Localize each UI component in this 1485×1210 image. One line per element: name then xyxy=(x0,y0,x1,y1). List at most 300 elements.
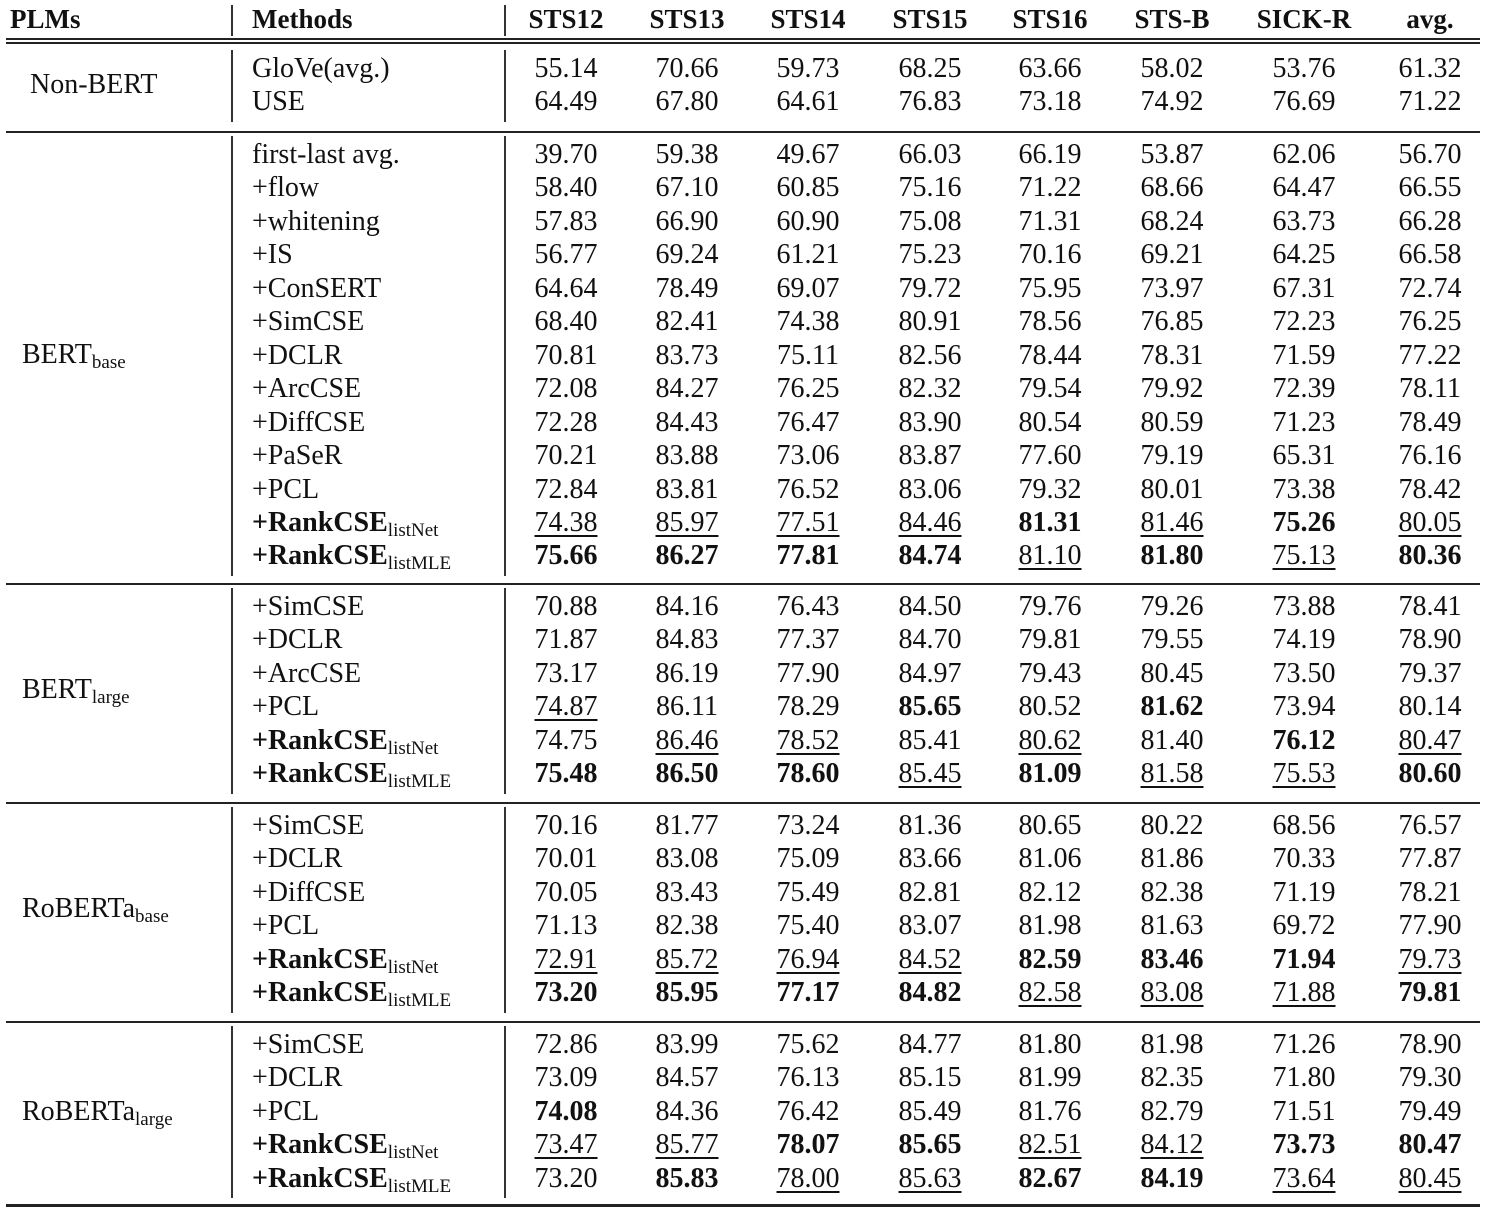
method-name: +DCLR xyxy=(252,624,343,656)
score-cell: 72.91 xyxy=(534,943,598,975)
header-sts13: STS13 xyxy=(649,4,725,34)
score-cell: 83.08 xyxy=(655,843,719,875)
score-cell: 64.64 xyxy=(534,272,598,304)
score-cell: 85.15 xyxy=(898,1062,962,1094)
plm-label xyxy=(22,338,126,380)
score-cell: 76.13 xyxy=(776,1062,840,1094)
score-cell: 84.82 xyxy=(898,977,962,1009)
score-cell: 84.43 xyxy=(655,406,719,438)
score-cell: 67.80 xyxy=(655,86,719,118)
score-cell: 77.81 xyxy=(776,540,840,572)
score-cell: 63.66 xyxy=(1018,53,1082,84)
header-sts14: STS14 xyxy=(770,4,846,34)
score-cell: 79.92 xyxy=(1140,373,1204,405)
score-cell: 77.22 xyxy=(1398,339,1462,371)
vertical-rule xyxy=(231,1026,233,1198)
score-cell: 72.39 xyxy=(1272,373,1336,405)
header-avg-: avg. xyxy=(1406,4,1454,34)
score-cell: 80.47 xyxy=(1398,724,1462,756)
score-cell: 86.46 xyxy=(655,724,719,756)
score-cell: 70.66 xyxy=(655,53,719,84)
plm-name: RoBERTa xyxy=(22,1095,136,1127)
score-cell: 81.31 xyxy=(1018,506,1082,538)
score-cell: 64.49 xyxy=(534,86,598,118)
score-cell: 79.30 xyxy=(1398,1062,1462,1094)
score-cell: 59.73 xyxy=(776,53,840,84)
method-label xyxy=(252,539,451,573)
header-sick-r: SICK-R xyxy=(1256,4,1352,34)
vertical-rule xyxy=(504,50,506,122)
score-cell: 60.90 xyxy=(776,205,840,237)
method-label xyxy=(252,1162,451,1196)
score-cell: 85.49 xyxy=(898,1095,962,1127)
score-cell: 71.22 xyxy=(1018,172,1082,204)
score-cell: 86.50 xyxy=(655,758,719,790)
score-cell: 78.00 xyxy=(776,1162,840,1194)
score-cell: 75.53 xyxy=(1272,758,1336,790)
score-cell: 81.40 xyxy=(1140,724,1204,756)
score-cell: 64.25 xyxy=(1272,239,1336,271)
score-cell: 71.31 xyxy=(1018,205,1082,237)
method-subscript: listNet xyxy=(387,519,439,541)
score-cell: 71.23 xyxy=(1272,406,1336,438)
method-label xyxy=(252,272,381,306)
method-name: +IS xyxy=(252,239,293,271)
method-name: +RankCSE xyxy=(252,977,388,1009)
score-cell: 49.67 xyxy=(776,139,840,170)
score-cell: 77.60 xyxy=(1018,440,1082,472)
score-cell: 72.86 xyxy=(534,1029,598,1060)
score-cell: 75.48 xyxy=(534,758,598,790)
score-cell: 80.65 xyxy=(1018,810,1082,841)
score-cell: 68.40 xyxy=(534,306,598,338)
score-cell: 82.35 xyxy=(1140,1062,1204,1094)
score-cell: 77.37 xyxy=(776,624,840,656)
method-name: +DCLR xyxy=(252,1062,343,1094)
score-cell: 67.31 xyxy=(1272,272,1336,304)
plm-label xyxy=(22,673,130,715)
score-cell: 76.85 xyxy=(1140,306,1204,338)
method-name: +flow xyxy=(252,172,320,204)
header-sts16: STS16 xyxy=(1012,4,1088,34)
method-label xyxy=(252,876,365,910)
score-cell: 84.46 xyxy=(898,506,962,538)
score-cell: 78.60 xyxy=(776,758,840,790)
score-cell: 61.21 xyxy=(776,239,840,271)
score-cell: 79.72 xyxy=(898,272,962,304)
score-cell: 79.54 xyxy=(1018,373,1082,405)
score-cell: 84.16 xyxy=(655,591,719,622)
score-cell: 76.12 xyxy=(1272,724,1336,756)
score-cell: 80.91 xyxy=(898,306,962,338)
score-cell: 79.81 xyxy=(1398,977,1462,1009)
score-cell: 76.69 xyxy=(1272,86,1336,118)
score-cell: 86.27 xyxy=(655,540,719,572)
score-cell: 84.57 xyxy=(655,1062,719,1094)
method-name: +ArcCSE xyxy=(252,657,362,689)
score-cell: 80.62 xyxy=(1018,724,1082,756)
method-label xyxy=(252,757,451,791)
score-cell: 82.59 xyxy=(1018,943,1082,975)
score-cell: 80.52 xyxy=(1018,691,1082,723)
score-cell: 71.87 xyxy=(534,624,598,656)
score-cell: 75.11 xyxy=(777,339,839,371)
score-cell: 73.97 xyxy=(1140,272,1204,304)
score-cell: 84.50 xyxy=(898,591,962,622)
plm-subscript: base xyxy=(91,352,126,374)
score-cell: 53.87 xyxy=(1140,139,1204,170)
header-plms: PLMs xyxy=(10,4,81,34)
score-cell: 56.77 xyxy=(534,239,598,271)
score-cell: 71.59 xyxy=(1272,339,1336,371)
method-label xyxy=(252,85,305,119)
score-cell: 74.38 xyxy=(534,506,598,538)
method-name: +RankCSE xyxy=(252,540,388,572)
score-cell: 86.19 xyxy=(655,657,719,689)
score-cell: 81.58 xyxy=(1140,758,1204,790)
score-cell: 85.72 xyxy=(655,943,719,975)
method-name: +SimCSE xyxy=(252,591,365,622)
score-cell: 69.24 xyxy=(655,239,719,271)
score-cell: 59.38 xyxy=(655,139,719,170)
score-cell: 78.44 xyxy=(1018,339,1082,371)
method-name: +DCLR xyxy=(252,843,343,875)
score-cell: 69.72 xyxy=(1272,910,1336,942)
vertical-rule xyxy=(231,50,233,122)
score-cell: 69.21 xyxy=(1140,239,1204,271)
method-label xyxy=(252,205,380,239)
score-cell: 72.28 xyxy=(534,406,598,438)
method-label xyxy=(252,657,361,691)
score-cell: 73.17 xyxy=(534,657,598,689)
score-cell: 84.97 xyxy=(898,657,962,689)
score-cell: 65.31 xyxy=(1272,440,1336,472)
method-name: +PCL xyxy=(252,473,320,505)
score-cell: 70.05 xyxy=(534,876,598,908)
score-cell: 79.26 xyxy=(1140,591,1204,622)
horizontal-rule xyxy=(6,38,1480,40)
horizontal-rule xyxy=(6,583,1480,585)
score-cell: 73.88 xyxy=(1272,591,1336,622)
method-label xyxy=(252,842,342,876)
score-cell: 81.10 xyxy=(1018,540,1082,572)
score-cell: 82.12 xyxy=(1018,876,1082,908)
score-cell: 83.73 xyxy=(655,339,719,371)
score-cell: 83.46 xyxy=(1140,943,1204,975)
score-cell: 82.79 xyxy=(1140,1095,1204,1127)
score-cell: 64.47 xyxy=(1272,172,1336,204)
score-cell: 80.05 xyxy=(1398,506,1462,538)
horizontal-rule xyxy=(6,802,1480,804)
method-label xyxy=(252,138,400,172)
score-cell: 70.01 xyxy=(534,843,598,875)
score-cell: 60.85 xyxy=(776,172,840,204)
score-cell: 85.83 xyxy=(655,1162,719,1194)
method-label xyxy=(252,1061,342,1095)
score-cell: 73.50 xyxy=(1272,657,1336,689)
method-label xyxy=(252,976,451,1010)
score-cell: 80.60 xyxy=(1398,758,1462,790)
score-cell: 82.41 xyxy=(655,306,719,338)
method-label xyxy=(252,1128,438,1162)
score-cell: 73.24 xyxy=(776,810,840,841)
score-cell: 85.77 xyxy=(655,1129,719,1161)
score-cell: 80.47 xyxy=(1398,1129,1462,1161)
score-cell: 79.73 xyxy=(1398,943,1462,975)
score-cell: 76.52 xyxy=(776,473,840,505)
score-cell: 75.62 xyxy=(776,1029,840,1060)
score-cell: 71.51 xyxy=(1272,1095,1336,1127)
score-cell: 64.61 xyxy=(776,86,840,118)
vertical-rule xyxy=(504,588,506,794)
method-name: +SimCSE xyxy=(252,306,365,338)
score-cell: 74.38 xyxy=(776,306,840,338)
score-cell: 71.94 xyxy=(1272,943,1336,975)
score-cell: 78.41 xyxy=(1398,591,1462,622)
method-name: +DiffCSE xyxy=(252,876,366,908)
score-cell: 79.81 xyxy=(1018,624,1082,656)
score-cell: 76.47 xyxy=(776,406,840,438)
score-cell: 77.90 xyxy=(1398,910,1462,942)
method-name: +PCL xyxy=(252,691,320,723)
score-cell: 74.19 xyxy=(1272,624,1336,656)
score-cell: 82.32 xyxy=(898,373,962,405)
score-cell: 82.58 xyxy=(1018,977,1082,1009)
score-cell: 68.66 xyxy=(1140,172,1204,204)
plm-subscript: large xyxy=(91,687,130,709)
method-subscript: listNet xyxy=(387,956,439,978)
score-cell: 84.19 xyxy=(1140,1162,1204,1194)
method-name: +PaSeR xyxy=(252,440,343,472)
method-name: +RankCSE xyxy=(252,724,388,756)
horizontal-rule xyxy=(6,42,1480,44)
score-cell: 70.16 xyxy=(534,810,598,841)
score-cell: 70.88 xyxy=(534,591,598,622)
method-name: USE xyxy=(252,86,305,118)
method-label xyxy=(252,809,364,843)
score-cell: 71.88 xyxy=(1272,977,1336,1009)
score-cell: 82.81 xyxy=(898,876,962,908)
score-cell: 70.81 xyxy=(534,339,598,371)
score-cell: 80.59 xyxy=(1140,406,1204,438)
score-cell: 73.64 xyxy=(1272,1162,1336,1194)
vertical-rule xyxy=(504,1026,506,1198)
score-cell: 71.26 xyxy=(1272,1029,1336,1060)
method-name: +ConSERT xyxy=(252,272,382,304)
score-cell: 77.17 xyxy=(776,977,840,1009)
score-cell: 83.90 xyxy=(898,406,962,438)
score-cell: 73.20 xyxy=(534,1162,598,1194)
method-name: +whitening xyxy=(252,205,380,237)
score-cell: 68.24 xyxy=(1140,205,1204,237)
score-cell: 80.14 xyxy=(1398,691,1462,723)
plm-name: BERT xyxy=(22,339,92,371)
score-cell: 78.52 xyxy=(776,724,840,756)
score-cell: 75.16 xyxy=(898,172,962,204)
method-subscript: listNet xyxy=(387,737,439,759)
score-cell: 81.98 xyxy=(1018,910,1082,942)
method-label xyxy=(252,909,319,943)
score-cell: 78.90 xyxy=(1398,1029,1462,1060)
score-cell: 83.87 xyxy=(898,440,962,472)
score-cell: 76.83 xyxy=(898,86,962,118)
method-label xyxy=(252,52,390,86)
header-methods: Methods xyxy=(252,4,353,34)
score-cell: 56.70 xyxy=(1398,139,1462,170)
score-cell: 75.09 xyxy=(776,843,840,875)
horizontal-rule xyxy=(6,1204,1480,1207)
score-cell: 77.90 xyxy=(776,657,840,689)
score-cell: 78.56 xyxy=(1018,306,1082,338)
score-cell: 79.55 xyxy=(1140,624,1204,656)
score-cell: 72.08 xyxy=(534,373,598,405)
score-cell: 83.06 xyxy=(898,473,962,505)
score-cell: 73.94 xyxy=(1272,691,1336,723)
method-label xyxy=(252,590,364,624)
score-cell: 63.73 xyxy=(1272,205,1336,237)
score-cell: 75.13 xyxy=(1272,540,1336,572)
method-name: +RankCSE xyxy=(252,1162,388,1194)
score-cell: 71.13 xyxy=(534,910,598,942)
score-cell: 73.73 xyxy=(1272,1129,1336,1161)
method-name: +RankCSE xyxy=(252,943,388,975)
score-cell: 71.80 xyxy=(1272,1062,1336,1094)
score-cell: 77.51 xyxy=(776,506,840,538)
method-label xyxy=(252,623,342,657)
score-cell: 76.25 xyxy=(776,373,840,405)
score-cell: 75.95 xyxy=(1018,272,1082,304)
method-label xyxy=(252,406,365,440)
score-cell: 81.77 xyxy=(655,810,719,841)
method-label xyxy=(252,339,342,373)
score-cell: 81.63 xyxy=(1140,910,1204,942)
score-cell: 81.62 xyxy=(1140,691,1204,723)
score-cell: 74.75 xyxy=(534,724,598,756)
plm-name: BERT xyxy=(22,674,92,706)
method-name: +SimCSE xyxy=(252,1029,365,1060)
score-cell: 84.12 xyxy=(1140,1129,1204,1161)
score-cell: 76.94 xyxy=(776,943,840,975)
score-cell: 81.76 xyxy=(1018,1095,1082,1127)
score-cell: 66.55 xyxy=(1398,172,1462,204)
score-cell: 84.27 xyxy=(655,373,719,405)
method-name: +RankCSE xyxy=(252,506,388,538)
score-cell: 80.54 xyxy=(1018,406,1082,438)
score-cell: 71.22 xyxy=(1398,86,1462,118)
plm-subscript: base xyxy=(135,906,169,928)
horizontal-rule xyxy=(6,1021,1480,1023)
vertical-rule xyxy=(231,136,233,576)
method-label xyxy=(252,943,438,977)
method-name: first-last avg. xyxy=(252,139,400,170)
header-sts-b: STS-B xyxy=(1134,4,1210,34)
score-cell: 81.46 xyxy=(1140,506,1204,538)
method-label xyxy=(252,171,319,205)
score-cell: 75.49 xyxy=(776,876,840,908)
method-name: +RankCSE xyxy=(252,1129,388,1161)
plm-label xyxy=(30,68,157,102)
score-cell: 83.08 xyxy=(1140,977,1204,1009)
vertical-rule xyxy=(231,5,233,36)
score-cell: 78.29 xyxy=(776,691,840,723)
score-cell: 57.83 xyxy=(534,205,598,237)
score-cell: 73.06 xyxy=(776,440,840,472)
score-cell: 81.06 xyxy=(1018,843,1082,875)
method-subscript: listNet xyxy=(387,1142,439,1164)
method-label xyxy=(252,473,319,507)
score-cell: 72.23 xyxy=(1272,306,1336,338)
score-cell: 81.98 xyxy=(1140,1029,1204,1060)
score-cell: 58.02 xyxy=(1140,53,1204,84)
header-sts15: STS15 xyxy=(892,4,968,34)
method-subscript: listMLE xyxy=(387,990,452,1012)
score-cell: 66.19 xyxy=(1018,139,1082,170)
score-cell: 69.07 xyxy=(776,272,840,304)
score-cell: 75.23 xyxy=(898,239,962,271)
method-name: +ArcCSE xyxy=(252,373,362,405)
score-cell: 76.43 xyxy=(776,591,840,622)
score-cell: 82.38 xyxy=(655,910,719,942)
plm-label xyxy=(22,1095,173,1137)
score-cell: 84.74 xyxy=(898,540,962,572)
method-label xyxy=(252,305,364,339)
score-cell: 78.21 xyxy=(1398,876,1462,908)
method-name: +PCL xyxy=(252,910,320,942)
score-cell: 84.52 xyxy=(898,943,962,975)
score-cell: 85.97 xyxy=(655,506,719,538)
score-cell: 68.25 xyxy=(898,53,962,84)
score-cell: 85.65 xyxy=(898,691,962,723)
score-cell: 79.49 xyxy=(1398,1095,1462,1127)
score-cell: 78.11 xyxy=(1399,373,1461,405)
plm-name: Non-BERT xyxy=(30,69,158,101)
method-name: +PCL xyxy=(252,1095,320,1127)
method-name: +DiffCSE xyxy=(252,406,366,438)
score-cell: 82.38 xyxy=(1140,876,1204,908)
score-cell: 70.33 xyxy=(1272,843,1336,875)
score-cell: 75.08 xyxy=(898,205,962,237)
score-cell: 73.09 xyxy=(534,1062,598,1094)
method-label xyxy=(252,238,293,272)
score-cell: 66.03 xyxy=(898,139,962,170)
score-cell: 85.63 xyxy=(898,1162,962,1194)
score-cell: 85.45 xyxy=(898,758,962,790)
score-cell: 85.65 xyxy=(898,1129,962,1161)
score-cell: 61.32 xyxy=(1398,53,1462,84)
score-cell: 66.28 xyxy=(1398,205,1462,237)
score-cell: 66.58 xyxy=(1398,239,1462,271)
score-cell: 83.81 xyxy=(655,473,719,505)
method-label xyxy=(252,439,342,473)
score-cell: 85.95 xyxy=(655,977,719,1009)
score-cell: 73.20 xyxy=(534,977,598,1009)
score-cell: 73.47 xyxy=(534,1129,598,1161)
method-name: +DCLR xyxy=(252,339,343,371)
score-cell: 81.86 xyxy=(1140,843,1204,875)
score-cell: 74.92 xyxy=(1140,86,1204,118)
score-cell: 78.42 xyxy=(1398,473,1462,505)
score-cell: 79.37 xyxy=(1398,657,1462,689)
score-cell: 79.43 xyxy=(1018,657,1082,689)
score-cell: 39.70 xyxy=(534,139,598,170)
method-label xyxy=(252,690,319,724)
score-cell: 82.67 xyxy=(1018,1162,1082,1194)
score-cell: 76.42 xyxy=(776,1095,840,1127)
method-subscript: listMLE xyxy=(387,553,452,575)
score-cell: 80.45 xyxy=(1398,1162,1462,1194)
score-cell: 81.99 xyxy=(1018,1062,1082,1094)
score-cell: 75.40 xyxy=(776,910,840,942)
